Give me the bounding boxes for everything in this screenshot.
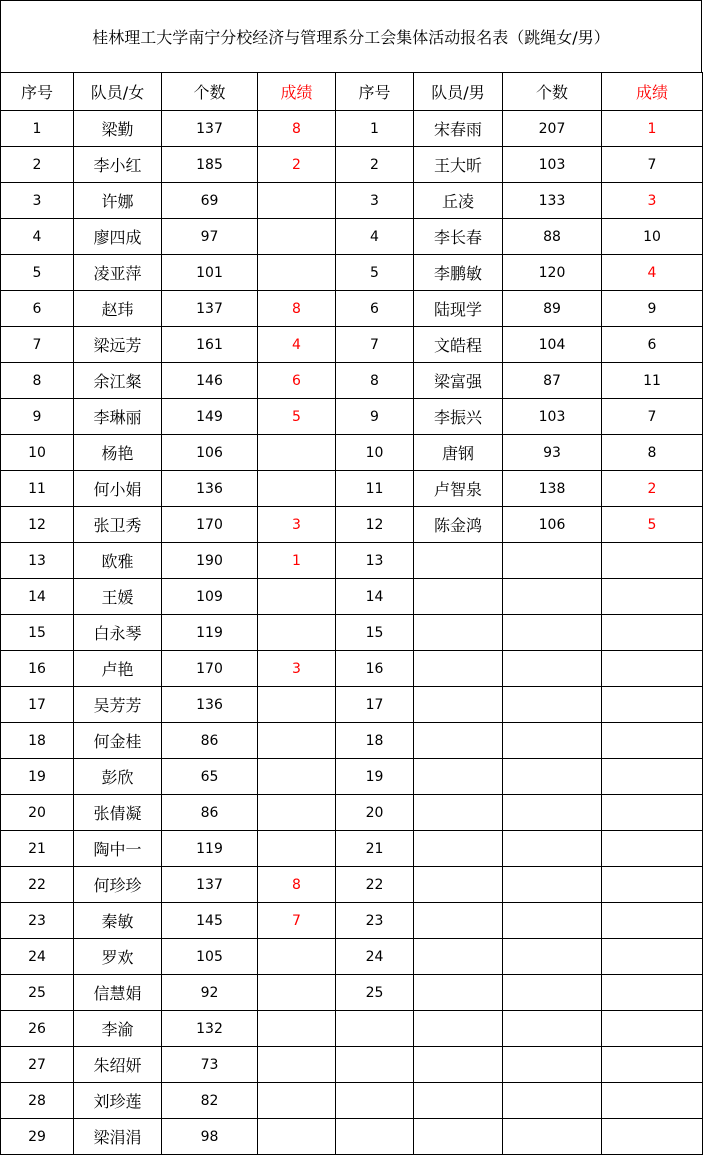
male-name-cell: 唐钢	[414, 435, 503, 471]
female-score-cell	[258, 939, 336, 975]
female-score-cell	[258, 759, 336, 795]
female-count-cell: 137	[162, 111, 258, 147]
male-name-cell	[414, 615, 503, 651]
female-score-cell	[258, 1083, 336, 1119]
male-score-cell: 6	[602, 327, 703, 363]
male-seq-cell: 1	[336, 111, 414, 147]
male-score-cell	[602, 759, 703, 795]
female-score-cell: 6	[258, 363, 336, 399]
female-count-cell: 92	[162, 975, 258, 1011]
male-count-cell	[503, 543, 602, 579]
female-seq-cell: 4	[1, 219, 74, 255]
male-count-cell: 88	[503, 219, 602, 255]
table-row	[1, 615, 703, 651]
male-count-cell	[503, 579, 602, 615]
female-count-cell: 109	[162, 579, 258, 615]
male-score-cell	[602, 867, 703, 903]
female-name-cell: 卢艳	[74, 651, 162, 687]
male-name-cell: 李长春	[414, 219, 503, 255]
male-score-cell: 9	[602, 291, 703, 327]
female-seq-cell: 11	[1, 471, 74, 507]
female-count-cell: 97	[162, 219, 258, 255]
header-member-male: 队员/男	[414, 73, 503, 111]
male-seq-cell	[336, 1047, 414, 1083]
male-count-cell	[503, 867, 602, 903]
male-seq-cell: 4	[336, 219, 414, 255]
header-seq-female: 序号	[1, 73, 74, 111]
male-seq-cell	[336, 1011, 414, 1047]
female-name-cell: 何小娟	[74, 471, 162, 507]
male-score-cell: 1	[602, 111, 703, 147]
female-score-cell	[258, 723, 336, 759]
male-seq-cell: 20	[336, 795, 414, 831]
table-row	[1, 111, 703, 147]
female-name-cell: 何金桂	[74, 723, 162, 759]
male-seq-cell: 17	[336, 687, 414, 723]
female-name-cell: 何珍珍	[74, 867, 162, 903]
table-row	[1, 651, 703, 687]
male-score-cell: 11	[602, 363, 703, 399]
male-count-cell: 138	[503, 471, 602, 507]
table-row	[1, 435, 703, 471]
male-seq-cell	[336, 1083, 414, 1119]
male-seq-cell: 18	[336, 723, 414, 759]
female-score-cell	[258, 579, 336, 615]
female-name-cell: 秦敏	[74, 903, 162, 939]
header-score-male: 成绩	[602, 73, 703, 111]
female-score-cell	[258, 975, 336, 1011]
female-count-cell: 170	[162, 651, 258, 687]
female-score-cell: 2	[258, 147, 336, 183]
female-count-cell: 185	[162, 147, 258, 183]
male-score-cell: 2	[602, 471, 703, 507]
male-count-cell	[503, 1119, 602, 1155]
female-name-cell: 李琳丽	[74, 399, 162, 435]
male-score-cell	[602, 723, 703, 759]
male-score-cell	[602, 939, 703, 975]
female-seq-cell: 13	[1, 543, 74, 579]
female-name-cell: 吴芳芳	[74, 687, 162, 723]
header-member-female: 队员/女	[74, 73, 162, 111]
female-count-cell: 101	[162, 255, 258, 291]
male-count-cell: 103	[503, 147, 602, 183]
female-count-cell: 73	[162, 1047, 258, 1083]
male-name-cell	[414, 867, 503, 903]
male-seq-cell: 3	[336, 183, 414, 219]
male-name-cell: 文皓程	[414, 327, 503, 363]
male-count-cell: 87	[503, 363, 602, 399]
female-seq-cell: 2	[1, 147, 74, 183]
male-count-cell: 89	[503, 291, 602, 327]
female-seq-cell: 9	[1, 399, 74, 435]
female-score-cell	[258, 795, 336, 831]
male-count-cell: 106	[503, 507, 602, 543]
table-row	[1, 795, 703, 831]
male-score-cell	[602, 543, 703, 579]
female-name-cell: 刘珍莲	[74, 1083, 162, 1119]
female-count-cell: 137	[162, 291, 258, 327]
female-score-cell	[258, 687, 336, 723]
male-score-cell: 5	[602, 507, 703, 543]
male-score-cell: 3	[602, 183, 703, 219]
female-name-cell: 凌亚萍	[74, 255, 162, 291]
female-seq-cell: 29	[1, 1119, 74, 1155]
table-row	[1, 939, 703, 975]
header-seq-male: 序号	[336, 73, 414, 111]
female-score-cell	[258, 1047, 336, 1083]
table-row	[1, 471, 703, 507]
male-seq-cell: 25	[336, 975, 414, 1011]
female-name-cell: 彭欣	[74, 759, 162, 795]
male-seq-cell: 6	[336, 291, 414, 327]
male-score-cell	[602, 615, 703, 651]
male-count-cell	[503, 903, 602, 939]
female-name-cell: 杨艳	[74, 435, 162, 471]
male-seq-cell: 10	[336, 435, 414, 471]
female-score-cell	[258, 615, 336, 651]
male-name-cell	[414, 651, 503, 687]
male-name-cell	[414, 1011, 503, 1047]
female-score-cell	[258, 219, 336, 255]
male-score-cell	[602, 831, 703, 867]
male-score-cell	[602, 1083, 703, 1119]
table-row	[1, 1083, 703, 1119]
male-score-cell	[602, 795, 703, 831]
female-name-cell: 梁勤	[74, 111, 162, 147]
male-name-cell	[414, 831, 503, 867]
table-row	[1, 831, 703, 867]
female-score-cell	[258, 183, 336, 219]
female-score-cell	[258, 471, 336, 507]
male-seq-cell: 5	[336, 255, 414, 291]
female-count-cell: 105	[162, 939, 258, 975]
male-seq-cell: 21	[336, 831, 414, 867]
table-row	[1, 1047, 703, 1083]
female-seq-cell: 23	[1, 903, 74, 939]
male-name-cell	[414, 759, 503, 795]
female-score-cell	[258, 1119, 336, 1155]
male-name-cell	[414, 687, 503, 723]
female-count-cell: 161	[162, 327, 258, 363]
male-seq-cell: 22	[336, 867, 414, 903]
female-seq-cell: 5	[1, 255, 74, 291]
female-seq-cell: 16	[1, 651, 74, 687]
table-row	[1, 399, 703, 435]
male-seq-cell: 14	[336, 579, 414, 615]
female-seq-cell: 7	[1, 327, 74, 363]
male-name-cell	[414, 1047, 503, 1083]
female-name-cell: 欧雅	[74, 543, 162, 579]
female-score-cell: 8	[258, 111, 336, 147]
table-row	[1, 723, 703, 759]
header-count-male: 个数	[503, 73, 602, 111]
table-row	[1, 147, 703, 183]
female-seq-cell: 6	[1, 291, 74, 327]
male-count-cell	[503, 1083, 602, 1119]
female-name-cell: 李渝	[74, 1011, 162, 1047]
female-count-cell: 149	[162, 399, 258, 435]
male-seq-cell: 15	[336, 615, 414, 651]
table-row	[1, 687, 703, 723]
male-score-cell: 7	[602, 147, 703, 183]
male-score-cell: 8	[602, 435, 703, 471]
female-seq-cell: 10	[1, 435, 74, 471]
table-row	[1, 1011, 703, 1047]
male-name-cell	[414, 723, 503, 759]
female-seq-cell: 8	[1, 363, 74, 399]
male-name-cell: 丘凌	[414, 183, 503, 219]
male-score-cell	[602, 1119, 703, 1155]
male-score-cell	[602, 1011, 703, 1047]
male-score-cell	[602, 1047, 703, 1083]
header-count-female: 个数	[162, 73, 258, 111]
male-name-cell: 陆现学	[414, 291, 503, 327]
female-count-cell: 170	[162, 507, 258, 543]
male-seq-cell: 24	[336, 939, 414, 975]
female-name-cell: 陶中一	[74, 831, 162, 867]
male-name-cell	[414, 1083, 503, 1119]
male-seq-cell	[336, 1119, 414, 1155]
male-score-cell	[602, 975, 703, 1011]
female-seq-cell: 12	[1, 507, 74, 543]
male-name-cell	[414, 579, 503, 615]
female-seq-cell: 20	[1, 795, 74, 831]
male-score-cell: 10	[602, 219, 703, 255]
male-count-cell: 133	[503, 183, 602, 219]
female-name-cell: 张卫秀	[74, 507, 162, 543]
male-name-cell	[414, 903, 503, 939]
female-name-cell: 信慧娟	[74, 975, 162, 1011]
female-name-cell: 张倩凝	[74, 795, 162, 831]
male-count-cell: 120	[503, 255, 602, 291]
female-score-cell: 3	[258, 651, 336, 687]
male-count-cell	[503, 1047, 602, 1083]
male-score-cell	[602, 687, 703, 723]
female-seq-cell: 25	[1, 975, 74, 1011]
female-score-cell	[258, 435, 336, 471]
female-count-cell: 137	[162, 867, 258, 903]
header-row	[1, 73, 703, 111]
male-name-cell	[414, 939, 503, 975]
table-row	[1, 975, 703, 1011]
header-score-female: 成绩	[258, 73, 336, 111]
female-count-cell: 65	[162, 759, 258, 795]
male-seq-cell: 2	[336, 147, 414, 183]
table-row	[1, 327, 703, 363]
female-name-cell: 廖四成	[74, 219, 162, 255]
table-row	[1, 507, 703, 543]
male-seq-cell: 13	[336, 543, 414, 579]
male-seq-cell: 8	[336, 363, 414, 399]
table-row	[1, 219, 703, 255]
female-score-cell: 3	[258, 507, 336, 543]
female-name-cell: 李小红	[74, 147, 162, 183]
female-name-cell: 梁远芳	[74, 327, 162, 363]
female-name-cell: 许娜	[74, 183, 162, 219]
female-seq-cell: 17	[1, 687, 74, 723]
table-row	[1, 183, 703, 219]
female-count-cell: 98	[162, 1119, 258, 1155]
female-count-cell: 106	[162, 435, 258, 471]
male-count-cell: 104	[503, 327, 602, 363]
female-seq-cell: 28	[1, 1083, 74, 1119]
female-seq-cell: 21	[1, 831, 74, 867]
registration-table	[0, 72, 703, 1155]
female-count-cell: 132	[162, 1011, 258, 1047]
table-row	[1, 543, 703, 579]
male-score-cell	[602, 651, 703, 687]
male-name-cell: 卢智泉	[414, 471, 503, 507]
female-count-cell: 119	[162, 615, 258, 651]
male-count-cell	[503, 831, 602, 867]
female-seq-cell: 14	[1, 579, 74, 615]
female-seq-cell: 15	[1, 615, 74, 651]
male-score-cell	[602, 579, 703, 615]
female-name-cell: 梁涓涓	[74, 1119, 162, 1155]
male-count-cell: 207	[503, 111, 602, 147]
table-row	[1, 903, 703, 939]
female-seq-cell: 26	[1, 1011, 74, 1047]
female-count-cell: 146	[162, 363, 258, 399]
female-seq-cell: 22	[1, 867, 74, 903]
female-score-cell: 7	[258, 903, 336, 939]
female-seq-cell: 3	[1, 183, 74, 219]
female-score-cell	[258, 255, 336, 291]
female-count-cell: 86	[162, 795, 258, 831]
female-score-cell: 4	[258, 327, 336, 363]
male-count-cell	[503, 723, 602, 759]
female-name-cell: 白永琴	[74, 615, 162, 651]
table-row	[1, 291, 703, 327]
male-count-cell	[503, 651, 602, 687]
male-seq-cell: 7	[336, 327, 414, 363]
female-score-cell: 8	[258, 867, 336, 903]
table-row	[1, 579, 703, 615]
male-name-cell	[414, 795, 503, 831]
male-count-cell	[503, 939, 602, 975]
female-count-cell: 82	[162, 1083, 258, 1119]
female-count-cell: 136	[162, 687, 258, 723]
female-count-cell: 86	[162, 723, 258, 759]
male-count-cell	[503, 759, 602, 795]
male-count-cell	[503, 975, 602, 1011]
female-score-cell: 5	[258, 399, 336, 435]
female-name-cell: 余江粲	[74, 363, 162, 399]
female-name-cell: 王媛	[74, 579, 162, 615]
female-name-cell: 朱绍妍	[74, 1047, 162, 1083]
female-count-cell: 190	[162, 543, 258, 579]
table-row	[1, 867, 703, 903]
female-score-cell	[258, 831, 336, 867]
male-count-cell	[503, 1011, 602, 1047]
female-count-cell: 69	[162, 183, 258, 219]
male-name-cell: 李鹏敏	[414, 255, 503, 291]
female-count-cell: 145	[162, 903, 258, 939]
table-row	[1, 759, 703, 795]
male-count-cell	[503, 615, 602, 651]
female-seq-cell: 18	[1, 723, 74, 759]
female-score-cell: 1	[258, 543, 336, 579]
male-count-cell: 93	[503, 435, 602, 471]
table-row	[1, 363, 703, 399]
male-score-cell: 7	[602, 399, 703, 435]
male-seq-cell: 11	[336, 471, 414, 507]
female-seq-cell: 27	[1, 1047, 74, 1083]
male-name-cell: 梁富强	[414, 363, 503, 399]
male-name-cell: 李振兴	[414, 399, 503, 435]
male-count-cell	[503, 687, 602, 723]
male-seq-cell: 23	[336, 903, 414, 939]
female-count-cell: 136	[162, 471, 258, 507]
male-name-cell	[414, 1119, 503, 1155]
table-row	[1, 255, 703, 291]
male-score-cell: 4	[602, 255, 703, 291]
female-name-cell: 罗欢	[74, 939, 162, 975]
male-seq-cell: 19	[336, 759, 414, 795]
female-seq-cell: 19	[1, 759, 74, 795]
sheet-title: 桂林理工大学南宁分校经济与管理系分工会集体活动报名表（跳绳女/男）	[0, 0, 702, 72]
male-seq-cell: 12	[336, 507, 414, 543]
male-seq-cell: 9	[336, 399, 414, 435]
male-score-cell	[602, 903, 703, 939]
male-count-cell: 103	[503, 399, 602, 435]
male-name-cell	[414, 975, 503, 1011]
male-seq-cell: 16	[336, 651, 414, 687]
male-name-cell	[414, 543, 503, 579]
table-row	[1, 1119, 703, 1155]
male-name-cell: 陈金鸿	[414, 507, 503, 543]
female-seq-cell: 24	[1, 939, 74, 975]
male-count-cell	[503, 795, 602, 831]
female-seq-cell: 1	[1, 111, 74, 147]
female-score-cell: 8	[258, 291, 336, 327]
male-name-cell: 宋春雨	[414, 111, 503, 147]
male-name-cell: 王大昕	[414, 147, 503, 183]
female-score-cell	[258, 1011, 336, 1047]
female-count-cell: 119	[162, 831, 258, 867]
female-name-cell: 赵玮	[74, 291, 162, 327]
